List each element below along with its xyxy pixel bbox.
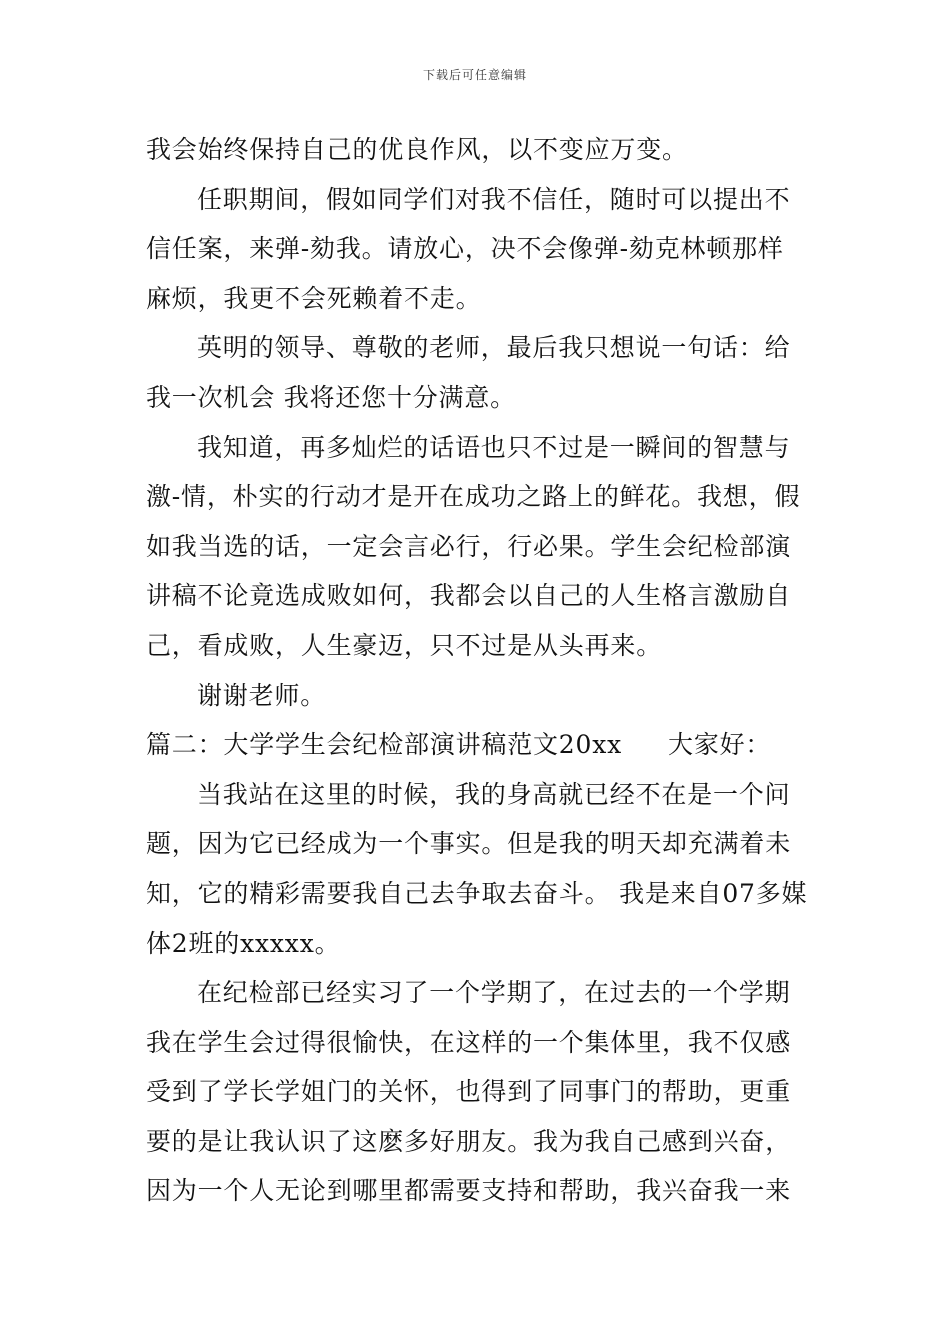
text-line: 我在学生会过得很愉快，在这样的一个集体里，我不仅感 (146, 1027, 792, 1057)
text-line: 信任案，来弹-劾我。请放心，决不会像弹-劾克林顿那样 (146, 234, 784, 264)
section-heading: 篇二：大学学生会纪检部演讲稿范文20xx (146, 730, 623, 760)
text-line: 麻烦，我更不会死赖着不走。 (146, 283, 482, 313)
text-line: 任职期间，假如同学们对我不信任，随时可以提出不 (197, 184, 791, 214)
greeting: 大家好： (668, 730, 772, 760)
text-line: 讲稿不论竟选成败如何，我都会以自己的人生格言激励自 (146, 581, 792, 611)
text-line: 要的是让我认识了这麽多好朋友。我为我自己感到兴奋， (146, 1126, 792, 1156)
text-line: 英明的领导、尊敬的老师，最后我只想说一句话：给 (197, 333, 791, 363)
text-line: 如我当选的话，一定会言必行，行必果。学生会纪检部演 (146, 531, 792, 561)
text-line: 激-情，朴实的行动才是开在成功之路上的鲜花。我想，假 (146, 482, 801, 512)
document-body (146, 125, 826, 1216)
text-line: 我知道，再多灿烂的话语也只不过是一瞬间的智慧与 (197, 432, 791, 462)
text-line: 我一次机会 我将还您十分满意。 (146, 382, 516, 412)
text-line: 因为一个人无论到哪里都需要支持和帮助，我兴奋我一来 (146, 1176, 792, 1206)
text-line: 知，它的精彩需要我自己去争取去奋斗。 我是来自07多媒 (146, 878, 808, 908)
text-line: 在纪检部已经实习了一个学期了，在过去的一个学期 (197, 978, 791, 1008)
text-line: 题，因为它已经成为一个事实。但是我的明天却充满着未 (146, 829, 792, 859)
text-line: 受到了学长学姐门的关怀，也得到了同事门的帮助，更重 (146, 1077, 792, 1107)
page-header: 下载后可任意编辑 (422, 68, 527, 82)
text-line: 体2班的xxxxx。 (146, 928, 341, 958)
text-line: 我会始终保持自己的优良作风，以不变应万变。 (146, 135, 688, 164)
section-heading-line (146, 720, 826, 770)
text-line: 当我站在这里的时候，我的身高就已经不在是一个问 (197, 779, 791, 809)
text-line: 己，看成败，人生豪迈，只不过是从头再来。 (146, 630, 663, 660)
text-line: 谢谢老师。 (197, 680, 327, 710)
